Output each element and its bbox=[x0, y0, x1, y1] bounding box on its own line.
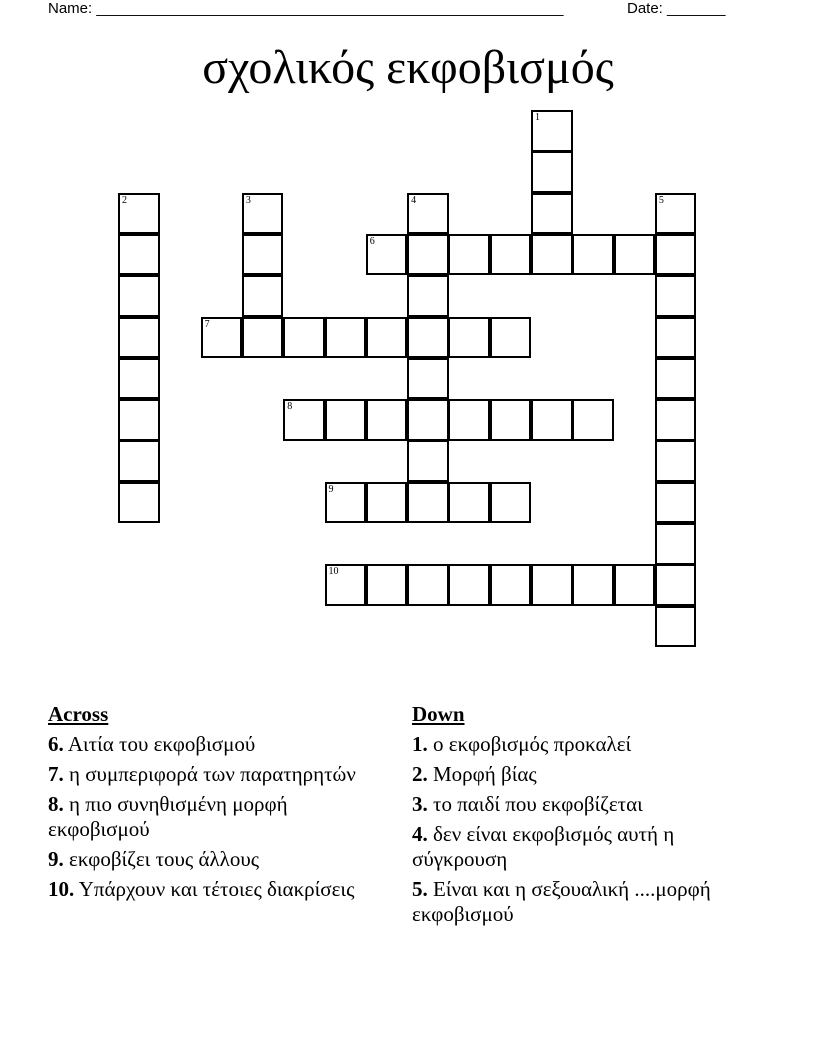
grid-cell[interactable] bbox=[118, 317, 160, 359]
grid-cell[interactable] bbox=[531, 234, 573, 276]
clue-number: 4. bbox=[412, 822, 428, 846]
grid-cell[interactable] bbox=[655, 234, 697, 276]
cell-number: 8 bbox=[287, 401, 293, 413]
down-clue bbox=[412, 732, 752, 757]
grid-cell[interactable] bbox=[655, 606, 697, 648]
grid-cell[interactable] bbox=[614, 234, 656, 276]
clue-text: η πιο συνηθισμένη μορφή εκφοβισμού bbox=[48, 792, 288, 841]
grid-cell[interactable] bbox=[366, 317, 408, 359]
grid-cell[interactable] bbox=[366, 564, 408, 606]
grid-cell[interactable] bbox=[118, 358, 160, 400]
clue-text: Αιτία του εκφοβισμού bbox=[67, 732, 256, 756]
down-clue bbox=[412, 792, 752, 817]
grid-cell[interactable] bbox=[118, 275, 160, 317]
down-heading: Down bbox=[412, 702, 465, 726]
grid-cell[interactable] bbox=[283, 317, 325, 359]
grid-cell[interactable] bbox=[655, 482, 697, 524]
puzzle-title: σχολικός εκφοβισμός bbox=[202, 41, 614, 94]
grid-cell[interactable] bbox=[407, 234, 449, 276]
grid-cell[interactable] bbox=[407, 440, 449, 482]
across-clue bbox=[48, 762, 368, 787]
grid-cell[interactable] bbox=[490, 399, 532, 441]
grid-cell[interactable] bbox=[366, 234, 408, 276]
cell-number: 4 bbox=[411, 194, 417, 206]
grid-cell[interactable] bbox=[407, 399, 449, 441]
grid-cell[interactable] bbox=[655, 275, 697, 317]
across-heading: Across bbox=[48, 702, 109, 726]
clue-text: η συμπεριφορά των παρατηρητών bbox=[69, 762, 356, 786]
clue-text: Υπάρχουν και τέτοιες διακρίσεις bbox=[78, 877, 355, 901]
grid-cell[interactable] bbox=[407, 482, 449, 524]
grid-cell[interactable] bbox=[448, 317, 490, 359]
cell-number: 2 bbox=[122, 194, 127, 206]
across-clue bbox=[48, 792, 368, 842]
cell-number: 1 bbox=[535, 112, 540, 123]
cell-number: 6 bbox=[369, 235, 375, 247]
grid-cell[interactable] bbox=[407, 358, 449, 400]
down-clue bbox=[412, 877, 752, 927]
grid-cell[interactable] bbox=[655, 523, 697, 565]
grid-cell[interactable] bbox=[572, 399, 614, 441]
grid-cell[interactable] bbox=[242, 275, 284, 317]
grid-cell[interactable] bbox=[490, 482, 532, 524]
grid-cell[interactable] bbox=[366, 399, 408, 441]
across-clue bbox=[48, 732, 368, 757]
clue-number: 2. bbox=[412, 762, 428, 786]
clue-text: ο εκφοβισμός προκαλεί bbox=[433, 732, 632, 756]
down-clue bbox=[412, 762, 752, 787]
name-field-label: Name: ________________________________________________________ bbox=[48, 0, 564, 17]
cell-number: 9 bbox=[328, 483, 334, 495]
grid-cell[interactable] bbox=[325, 564, 367, 606]
grid-cell[interactable] bbox=[572, 234, 614, 276]
clue-number: 6. bbox=[48, 732, 64, 756]
grid-cell[interactable] bbox=[118, 234, 160, 276]
clue-number: 9. bbox=[48, 847, 64, 871]
clue-text: Είναι και η σεξουαλική ....μορφή εκφοβισμού bbox=[412, 877, 711, 926]
grid-cell[interactable] bbox=[242, 193, 284, 235]
grid-cell[interactable] bbox=[118, 482, 160, 524]
cell-number: 7 bbox=[204, 318, 210, 330]
grid-cell[interactable] bbox=[531, 193, 573, 235]
clue-number: 1. bbox=[412, 732, 428, 756]
grid-cell[interactable] bbox=[655, 317, 697, 359]
cell-number: 10 bbox=[328, 566, 339, 578]
across-clue bbox=[48, 877, 368, 902]
grid-cell[interactable] bbox=[366, 482, 408, 524]
grid-cell[interactable] bbox=[531, 151, 573, 193]
clue-text: δεν είναι εκφοβισμός αυτή η σύγκρουση bbox=[412, 822, 675, 871]
across-clue bbox=[48, 847, 368, 872]
across-clues bbox=[48, 702, 368, 907]
clue-text: Μορφή βίας bbox=[433, 762, 537, 786]
grid-cell[interactable] bbox=[407, 193, 449, 235]
grid-cell[interactable] bbox=[490, 234, 532, 276]
clue-text: το παιδί που εκφοβίζεται bbox=[433, 792, 643, 816]
grid-cell[interactable] bbox=[655, 193, 697, 235]
clue-number: 10. bbox=[48, 877, 75, 901]
clue-number: 5. bbox=[412, 877, 428, 901]
grid-cell[interactable] bbox=[118, 440, 160, 482]
date-field-label: Date: _______ bbox=[627, 0, 726, 17]
clue-number: 8. bbox=[48, 792, 64, 816]
grid-cell[interactable] bbox=[242, 234, 284, 276]
grid-cell[interactable] bbox=[448, 564, 490, 606]
cell-number: 3 bbox=[245, 194, 251, 206]
grid-cell[interactable] bbox=[655, 399, 697, 441]
grid-cell[interactable] bbox=[448, 399, 490, 441]
grid-cell[interactable] bbox=[448, 234, 490, 276]
grid-cell[interactable] bbox=[325, 482, 367, 524]
grid-cell[interactable] bbox=[490, 317, 532, 359]
grid-cell[interactable] bbox=[531, 110, 573, 152]
grid-cell[interactable] bbox=[201, 317, 243, 359]
grid-cell[interactable] bbox=[614, 564, 656, 606]
down-clue bbox=[412, 822, 752, 872]
grid-cell[interactable] bbox=[118, 193, 160, 235]
grid-cell[interactable] bbox=[407, 317, 449, 359]
grid-cell[interactable] bbox=[407, 564, 449, 606]
grid-cell[interactable] bbox=[655, 564, 697, 606]
grid-cell[interactable] bbox=[448, 482, 490, 524]
grid-cell[interactable] bbox=[572, 564, 614, 606]
down-clues bbox=[412, 702, 752, 932]
grid-cell[interactable] bbox=[490, 564, 532, 606]
grid-cell[interactable] bbox=[283, 399, 325, 441]
clue-number: 7. bbox=[48, 762, 64, 786]
grid-cell[interactable] bbox=[655, 440, 697, 482]
grid-cell[interactable] bbox=[655, 358, 697, 400]
grid-cell[interactable] bbox=[242, 317, 284, 359]
clue-number: 3. bbox=[412, 792, 428, 816]
grid-cell[interactable] bbox=[325, 317, 367, 359]
grid-cell[interactable] bbox=[531, 399, 573, 441]
grid-cell[interactable] bbox=[118, 399, 160, 441]
grid-cell[interactable] bbox=[325, 399, 367, 441]
clue-text: εκφοβίζει τους άλλους bbox=[69, 847, 260, 871]
grid-cell[interactable] bbox=[407, 275, 449, 317]
grid-cell[interactable] bbox=[531, 564, 573, 606]
cell-number: 5 bbox=[658, 194, 664, 206]
